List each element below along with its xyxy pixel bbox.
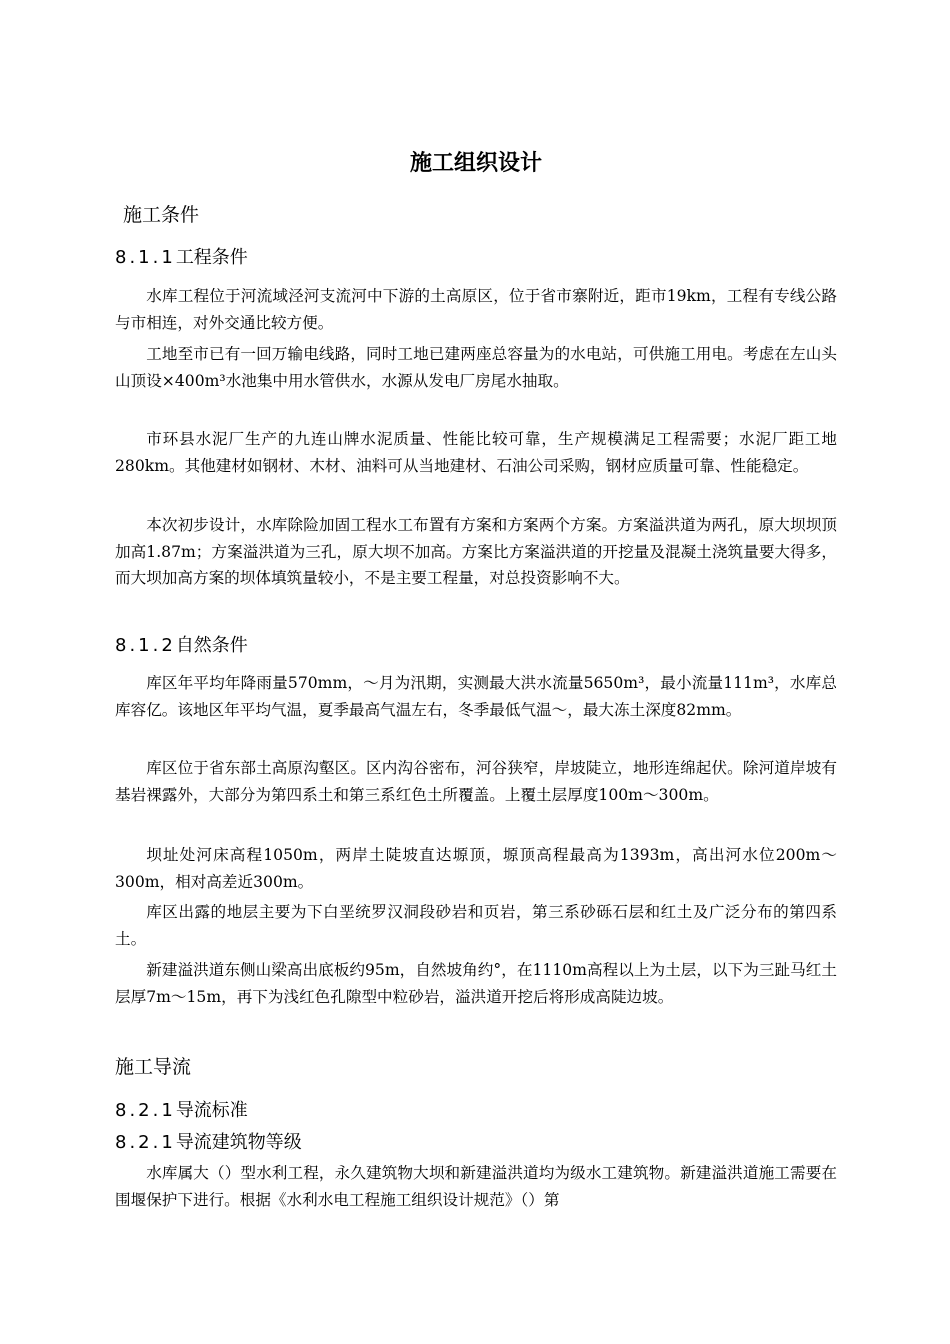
paragraph: 市环县水泥厂生产的九连山牌水泥质量、性能比较可靠，生产规模满足工程需要；水泥厂距工地280km。其他建材如钢材、木材、油料可从当地建材、石油公司采购，钢材应质量可靠、性能稳定。 <box>115 430 837 475</box>
subsection-heading-engineering-conditions <box>115 243 248 273</box>
paragraph: 本次初步设计，水库除险加固工程水工布置有方案和方案两个方案。方案溢洪道为两孔，原大坝坝顶加高1.87m；方案溢洪道为三孔，原大坝不加高。方案比方案溢洪道的开挖量及混凝土浇筑量要大得多，而大坝加高方案的坝体填筑量较小，不是主要工程量，对总投资影响不大。 <box>115 516 837 587</box>
paragraph: 库区出露的地层主要为下白垩统罗汉洞段砂岩和页岩，第三系砂砾石层和红土及广泛分布的第四系土。 <box>115 903 837 948</box>
paragraph: 水库工程位于河流域泾河支流河中下游的土高原区，位于省市寨附近，距市19km，工程有专线公路与市相连，对外交通比较方便。 <box>115 287 837 332</box>
subsection-number: 8.1.1 <box>115 247 176 268</box>
subsection-title: 导流建筑物等级 <box>175 1132 302 1153</box>
paragraph: 坝址处河床高程1050m，两岸土陡坡直达塬顶，塬顶高程最高为1393m，高出河水位200m～300m，相对高差近300m。 <box>115 846 837 891</box>
section-heading-diversion: 施工导流 <box>115 1056 192 1078</box>
subsection-number: 8.2.1 <box>115 1132 176 1153</box>
subsection-title: 自然条件 <box>175 635 248 656</box>
subsection-heading-diversion-structure-grade <box>115 1128 302 1158</box>
subsection-heading-natural-conditions <box>115 631 248 661</box>
paragraph: 库区年平均年降雨量570mm，～月为汛期，实测最大洪水流量5650m³，最小流量111m³，水库总库容亿。该地区年平均气温，夏季最高气温左右，冬季最低气温～，最大冻土深度82mm。 <box>115 674 837 719</box>
subsection-heading-diversion-standard <box>115 1096 248 1126</box>
paragraph: 水库属大（）型水利工程，永久建筑物大坝和新建溢洪道均为级水工建筑物。新建溢洪道施工需要在围堰保护下进行。根据《水利水电工程施工组织设计规范》（）第 <box>115 1164 837 1209</box>
paragraph: 库区位于省东部土高原沟壑区。区内沟谷密布，河谷狭窄，岸坡陡立，地形连绵起伏。除河道岸坡有基岩裸露外，大部分为第四系土和第三系红色土所覆盖。上覆土层厚度100m～300m。 <box>115 759 837 804</box>
document-title: 施工组织设计 <box>409 151 542 176</box>
paragraph: 新建溢洪道东侧山梁高出底板约95m，自然坡角约°，在1110m高程以上为土层，以下为三趾马红土层厚7m～15m，再下为浅红色孔隙型中粒砂岩，溢洪道开挖后将形成高陡边坡。 <box>115 961 837 1006</box>
subsection-title: 导流标准 <box>175 1100 248 1121</box>
subsection-number: 8.1.2 <box>115 635 176 656</box>
subsection-number: 8.2.1 <box>115 1100 176 1121</box>
paragraph: 工地至市已有一回万输电线路，同时工地已建两座总容量为的水电站，可供施工用电。考虑在左山头山顶设×400m³水池集中用水管供水，水源从发电厂房尾水抽取。 <box>115 345 837 390</box>
subsection-title: 工程条件 <box>175 247 248 268</box>
section-heading-construction-conditions: 施工条件 <box>123 204 200 226</box>
